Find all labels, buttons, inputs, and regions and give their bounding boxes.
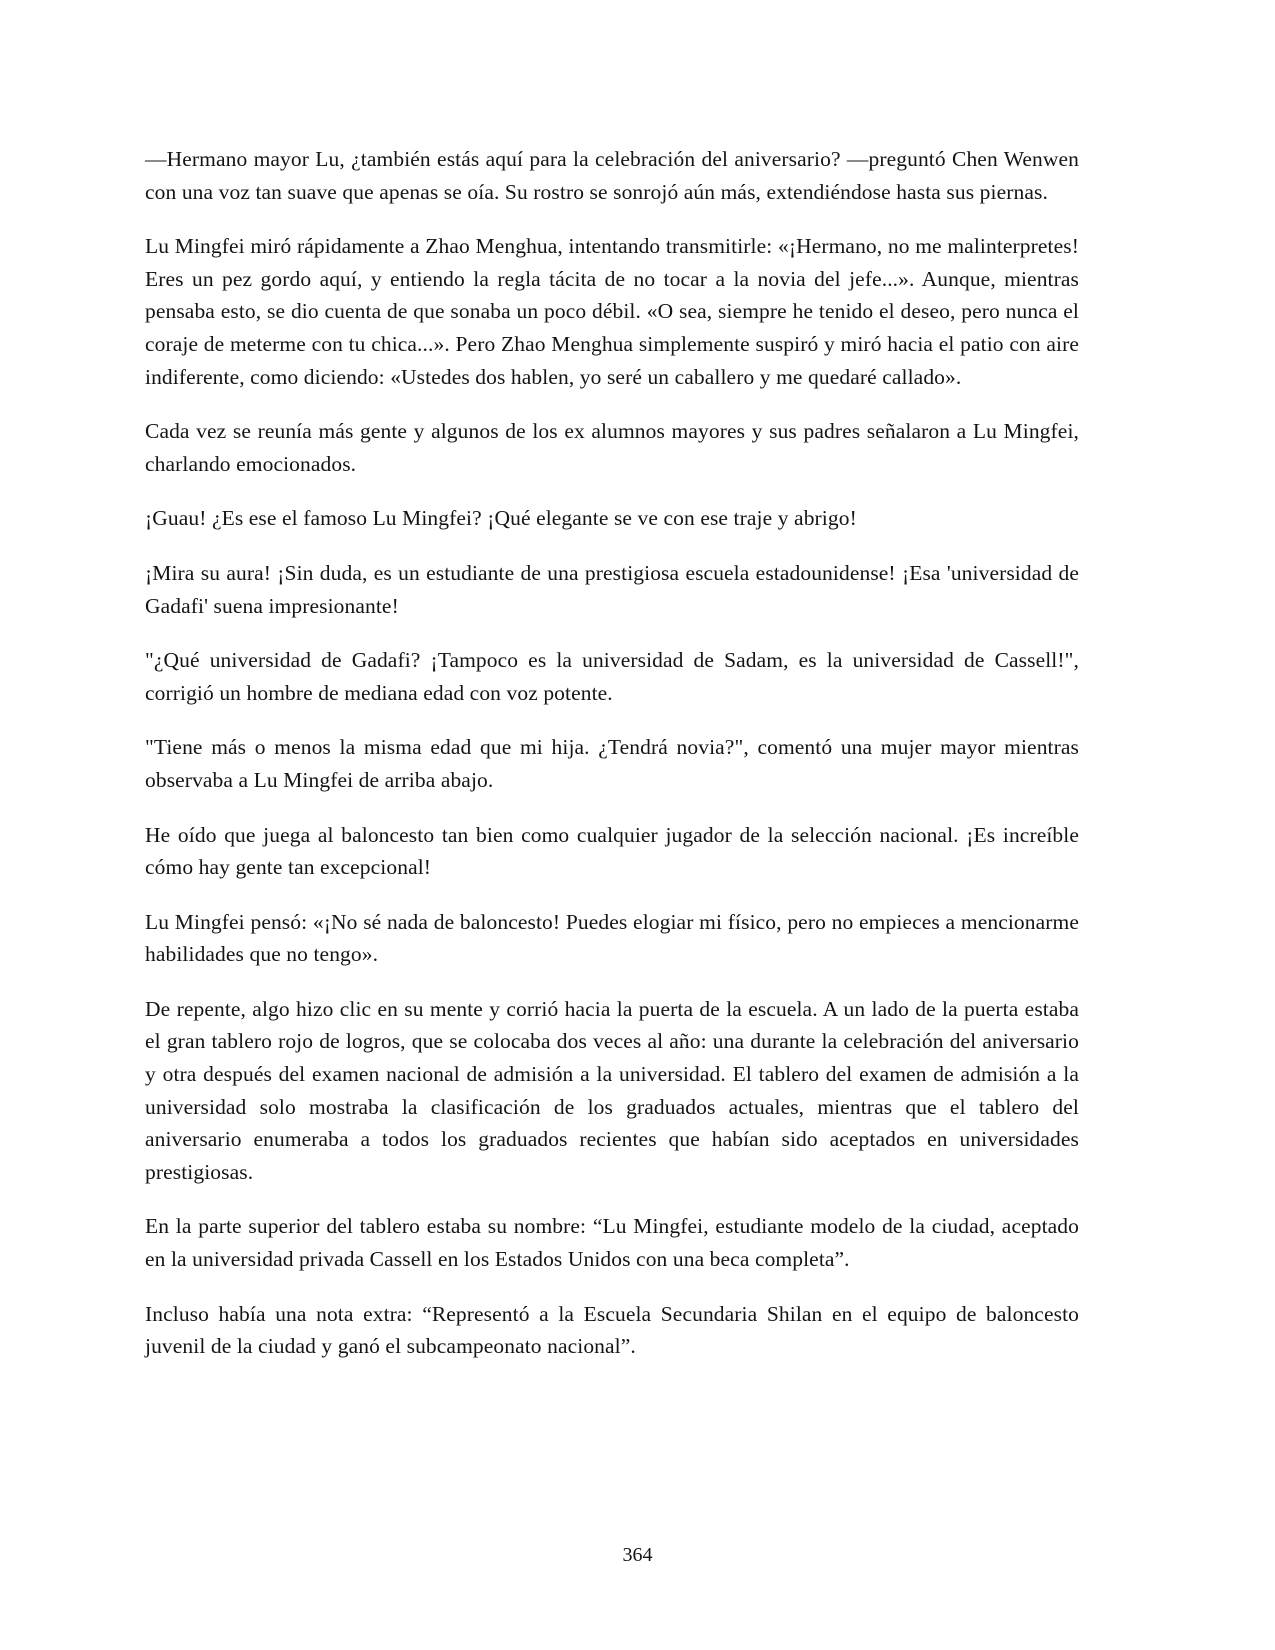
paragraph: Cada vez se reunía más gente y algunos de los ex alumnos mayores y sus padres señalaron a Lu Mingfei, charlando emocionados. [145,419,1079,476]
paragraph: —Hermano mayor Lu, ¿también estás aquí para la celebración del aniversario? —preguntó Chen Wenwen con una voz tan suave que apenas se oía. Su rostro se sonrojó aún más, extendiéndose hasta sus piernas. [145,147,1079,204]
paragraph: ¡Mira su aura! ¡Sin duda, es un estudiante de una prestigiosa escuela estadounidense! ¡Esa 'universidad de Gadafi' suena impresionante! [145,560,1079,618]
paragraph: En la parte superior del tablero estaba su nombre: “Lu Mingfei, estudiante modelo de la ciudad, aceptado en la universidad privada Cassell en los Estados Unidos con una beca completa”. [145,1214,1079,1272]
paragraph: Lu Mingfei miró rápidamente a Zhao Menghua, intentando transmitirle: «¡Hermano, no me malinterpretes! Eres un pez gordo aquí, y entiendo la regla tácita de no tocar a la novia del jefe...». Aunque, mientras pensaba esto, se dio cuenta de que sonaba un poco débil. «O sea, siempre he tenido el deseo, pero nunca el coraje de meterme con tu chica...». Pero Zhao Menghua simplemente suspiró y miró hacia el patio con aire indiferente, como diciendo: «Ustedes dos hablen, yo seré un caballero y me quedaré callado». [145,234,1079,389]
paragraph: ¡Guau! ¿Es ese el famoso Lu Mingfei? ¡Qué elegante se ve con ese traje y abrigo! [145,506,857,531]
paragraph: Incluso había una nota extra: “Representó a la Escuela Secundaria Shilan en el equipo de baloncesto juvenil de la ciudad y ganó el subcampeonato nacional”. [145,1301,1079,1359]
paragraph: De repente, algo hizo clic en su mente y corrió hacia la puerta de la escuela. A un lado de la puerta estaba el gran tablero rojo de logros, que se colocaba dos veces al año: una durante la celebración del aniversario y otra después del examen nacional de admisión a la universidad. El tablero del examen de admisión a la universidad solo mostraba la clasificación de los graduados actuales, mientras que el tablero del aniversario enumeraba a todos los graduados recientes que habían sido aceptados en universidades prestigiosas. [145,996,1079,1184]
paragraph: "Tiene más o menos la misma edad que mi hija. ¿Tendrá novia?", comentó una mujer mayor mientras observaba a Lu Mingfei de arriba abajo. [145,735,1079,792]
paragraph: He oído que juega al baloncesto tan bien como cualquier jugador de la selección nacional. ¡Es increíble cómo hay gente tan excepcional! [145,822,1079,880]
paragraph: "¿Qué universidad de Gadafi? ¡Tampoco es la universidad de Sadam, es la universidad de Cassell!", corrigió un hombre de mediana edad con voz potente. [145,648,1079,705]
body-text-column [145,143,1079,1363]
page-number: 364 [622,1544,653,1566]
paragraph: Lu Mingfei pensó: «¡No sé nada de baloncesto! Puedes elogiar mi físico, pero no empieces a mencionarme habilidades que no tengo». [145,909,1079,967]
